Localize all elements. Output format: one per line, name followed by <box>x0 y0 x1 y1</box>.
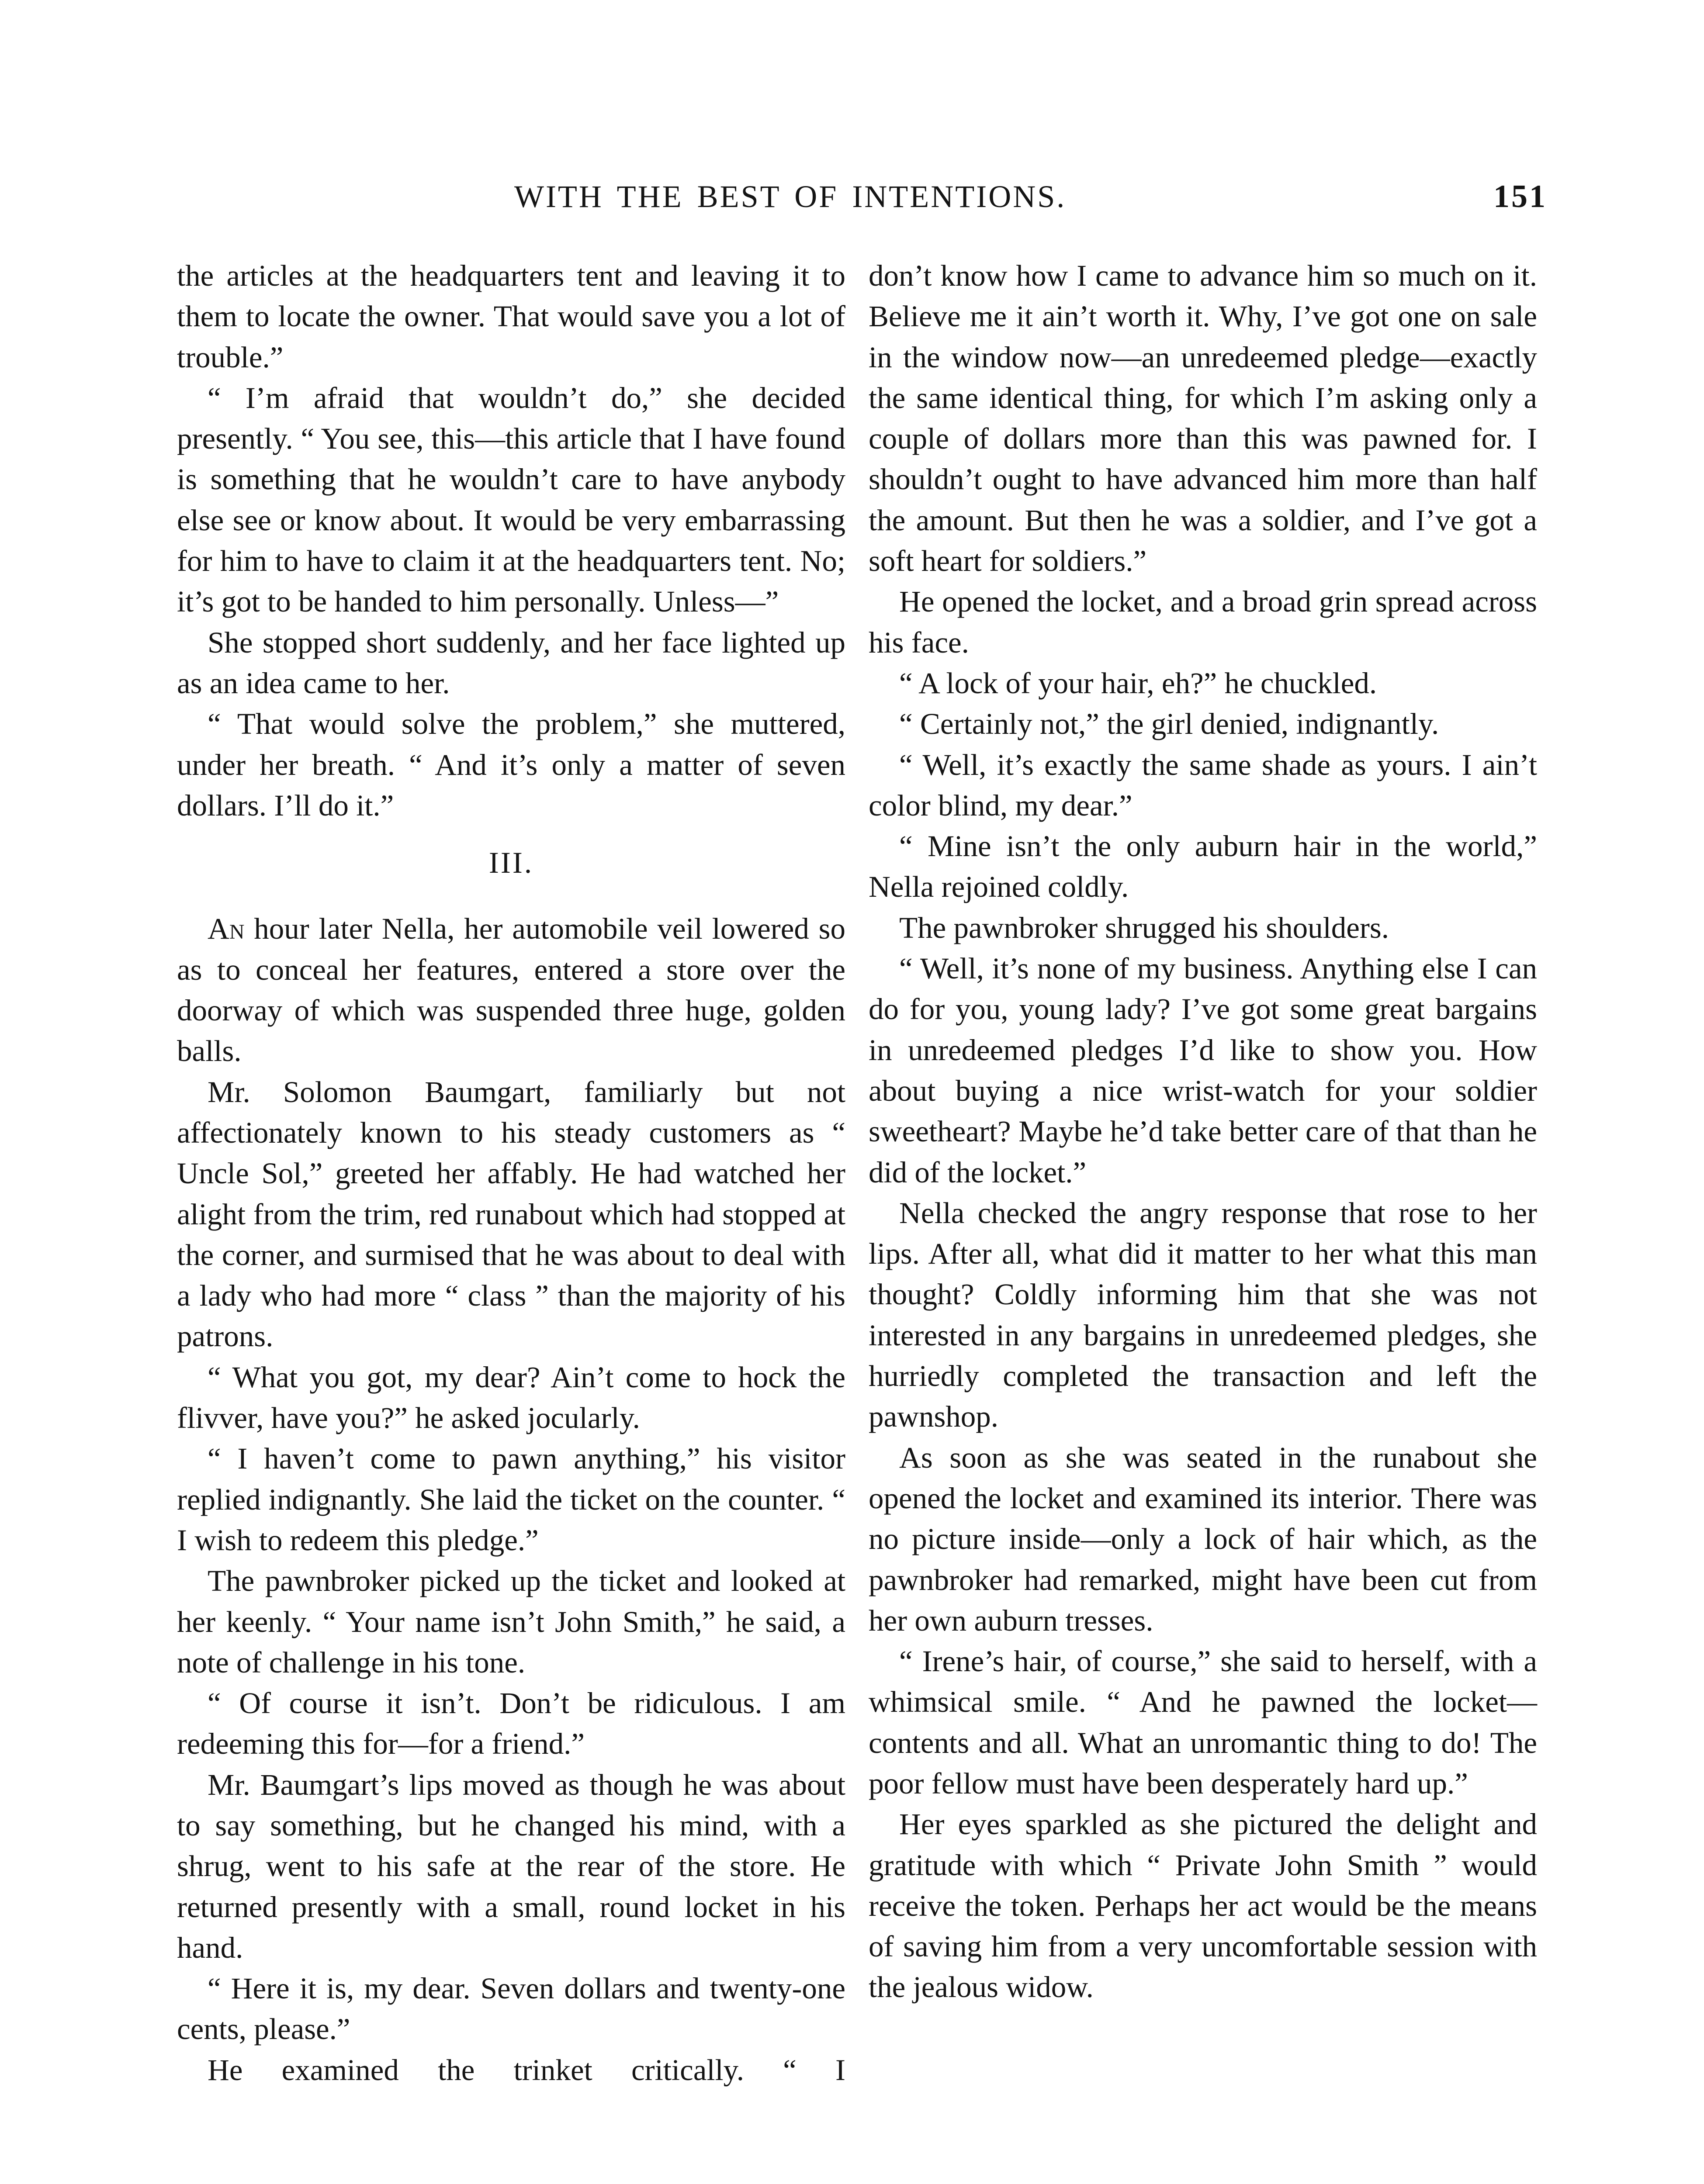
paragraph: As soon as she was seated in the runabout she opened the locket and examined its interior. There was no picture inside—only a lock of hair which, as the pawnbroker had remarked, might have been cut from her own auburn tresses. <box>869 1441 1537 1637</box>
paragraph: “ Well, it’s exactly the same shade as yours. I ain’t color blind, my dear.” <box>869 748 1537 822</box>
paragraph: Her eyes sparkled as she pictured the delight and gratitude with which “ Private John Smith ” would receive the token. Perhaps her act would be the means of saving him from a very uncomfortable session with the jealous widow. <box>869 1807 1537 2004</box>
paragraph: The pawnbroker shrugged his shoulders. <box>899 911 1389 944</box>
paragraph: Nella checked the angry response that rose to her lips. After all, what did it matter to her what this man thought? Coldly informing him that she was not interested in any bargains in unredeemed pledges, she hurriedly completed the transaction and left the pawnshop. <box>869 1196 1537 1434</box>
paragraph: “ I’m afraid that wouldn’t do,” she decided presently. “ You see, this—this article that I have found is something that he wouldn’t care to have anybody else see or know about. It would be very embarrassing for him to have to claim it at the headquarters tent. No; it’s got to be handed to him personally. Unless—” <box>177 381 845 619</box>
paragraph: “ Well, it’s none of my business. Anything else I can do for you, young lady? I’ve got some great bargains in unredeemed pledges I’d like to show you. How about buying a nice wrist-watch for your soldier sweetheart? Maybe he’d take better care of that than he did of the locket.” <box>869 952 1537 1189</box>
paragraph: She stopped short suddenly, and her face lighted up as an idea came to her. <box>177 625 845 700</box>
page-number: 151 <box>1493 179 1547 214</box>
paragraph: don’t know how I came to advance him so much on it. Believe me it ain’t worth it. Why, I’ve got one on sale in the window now—an unredeemed pledge—exactly the same identical thing, for which I’m asking only a couple of dollars more than this was pawned for. I shouldn’t ought to have advanced him more than half the amount. But then he was a soldier, and I’ve got a soft heart for soldiers.” <box>869 259 1537 578</box>
section-opening-word: An <box>208 912 245 946</box>
section-heading: III. <box>488 846 534 880</box>
paragraph: “ Mine isn’t the only auburn hair in the world,” Nella rejoined coldly. <box>869 829 1537 904</box>
paragraph: “ That would solve the problem,” she muttered, under her breath. “ And it’s only a matter of seven dollars. I’ll do it.” <box>177 707 845 822</box>
paragraph: “ A lock of your hair, eh?” he chuckled. <box>899 666 1377 700</box>
paragraph: Mr. Baumgart’s lips moved as though he was about to say something, but he changed his mind, with a shrug, went to his safe at the rear of the store. He returned presently with a small, round locket in his hand. <box>177 1768 845 1964</box>
section-opening-text: hour later Nella, her automobile veil lowered so as to conceal her features, entered a store over the doorway of which was suspended three huge, golden balls. <box>177 912 845 1068</box>
paragraph: Mr. Solomon Baumgart, familiarly but not affectionately known to his steady customers as “ Uncle Sol,” greeted her affably. He had watched her alight from the trim, red runabout which had stopped at the corner, and surmised that he was about to deal with a lady who had more “ class ” than the majority of his patrons. <box>177 1075 845 1353</box>
paragraph: “ I haven’t come to pawn anything,” his visitor replied indignantly. She laid the ticket on the counter. “ I wish to redeem this pledge.” <box>177 1442 845 1557</box>
right-column <box>869 256 1537 2008</box>
left-column <box>177 256 845 2091</box>
paragraph: “ Of course it isn’t. Don’t be ridiculous. I am redeeming this for—for a friend.” <box>177 1686 845 1761</box>
paragraph: “ What you got, my dear? Ain’t come to hock the flivver, have you?” he asked jocularly. <box>177 1360 845 1435</box>
paragraph: He opened the locket, and a broad grin spread across his face. <box>869 585 1537 659</box>
running-head <box>0 173 1704 221</box>
paragraph: “ Here it is, my dear. Seven dollars and twenty-one cents, please.” <box>177 1972 845 2046</box>
paragraph: the articles at the headquarters tent and leaving it to them to locate the owner. That would save you a lot of trouble.” <box>177 259 845 374</box>
paragraph: He examined the trinket critically. “ I <box>208 2053 845 2087</box>
paragraph: “ Certainly not,” the girl denied, indignantly. <box>899 707 1439 741</box>
running-head-title: WITH THE BEST OF INTENTIONS. <box>514 179 1067 214</box>
section-opening-paragraph <box>177 909 845 1071</box>
paragraph: “ Irene’s hair, of course,” she said to herself, with a whimsical smile. “ And he pawned the locket—contents and all. What an unromantic thing to do! The poor fellow must have been desperately hard up.” <box>869 1645 1537 1800</box>
paragraph: The pawnbroker picked up the ticket and looked at her keenly. “ Your name isn’t John Smith,” he said, a note of challenge in his tone. <box>177 1564 845 1679</box>
